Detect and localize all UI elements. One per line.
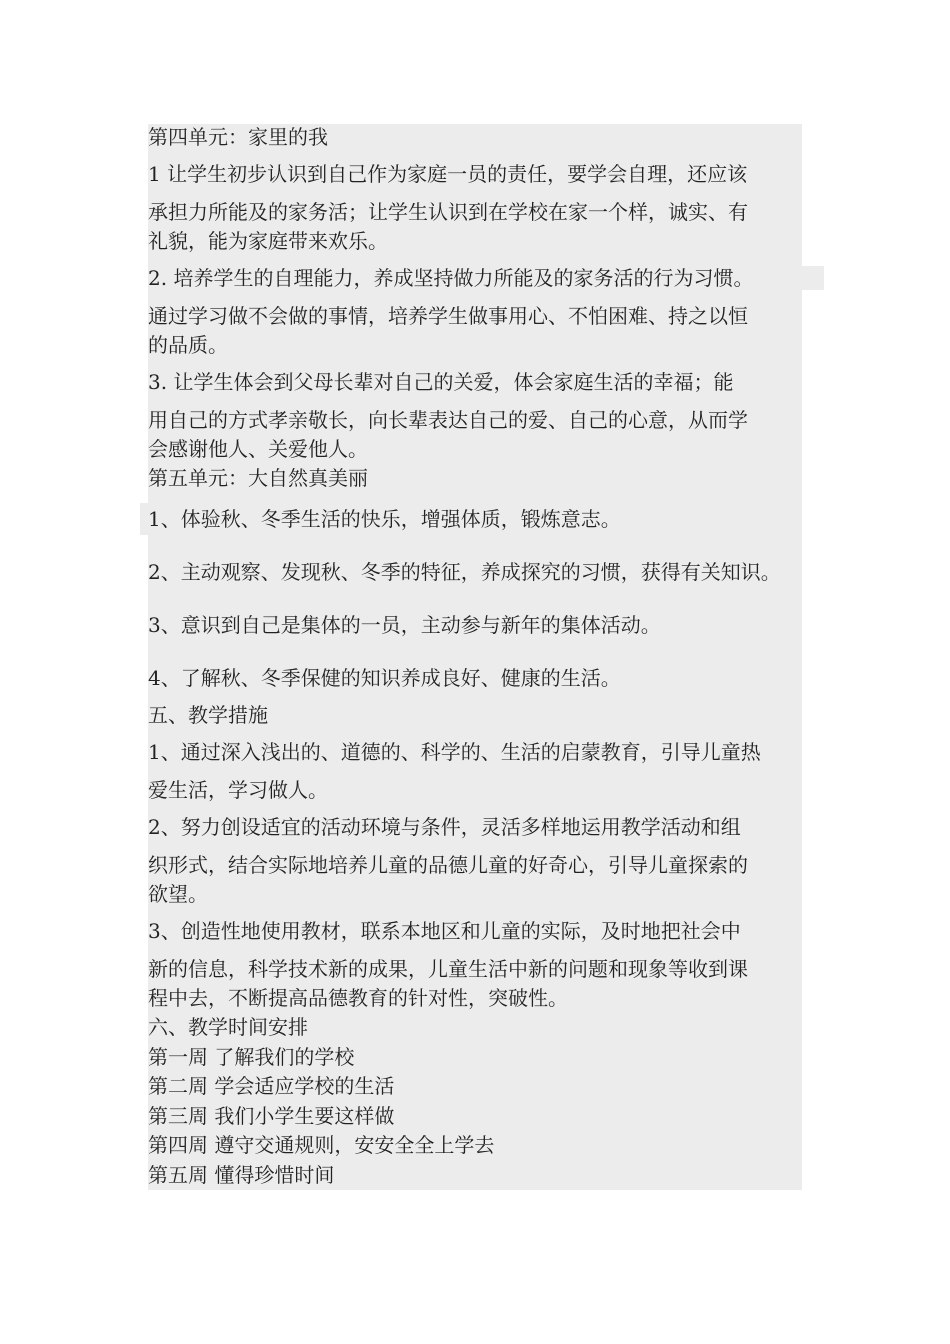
unit4-item-1-line-1: 1 让学生初步认识到自己作为家庭一员的责任，要学会自理，还应该 [148,162,748,186]
unit5-list [148,505,802,693]
week-3: 第三周 我们小学生要这样做 [148,1103,395,1128]
section5-title: 五、教学措施 [148,703,268,727]
unit4-item-1 [148,160,802,256]
section5-item-2-line-1: 2、努力创设适宜的活动环境与条件，灵活多样地运用教学活动和组 [148,815,741,839]
unit5-item-4: 4、了解秋、冬季保健的知识养成良好、健康的生活。 [148,666,621,690]
section5-item-2 [148,813,802,909]
section5-item-3 [148,917,802,1013]
section5-item-1 [148,738,802,805]
unit5-item-1: 1、体验秋、冬季生活的快乐，增强体质，锻炼意志。 [148,507,621,531]
unit4-item-2-line-2: 通过学习做不会做的事情，培养学生做事用心、不怕困难、持之以恒 [148,304,748,328]
unit4-item-3-line-3: 会感谢他人、关爱他人。 [148,437,368,461]
unit4-title: 第四单元：家里的我 [148,125,328,149]
section5-item-3-line-1: 3、创造性地使用教材，联系本地区和儿童的实际，及时地把社会中 [148,919,741,943]
document-page [148,124,802,1190]
section5-item-1-line-1: 1、通过深入浅出的、道德的、科学的、生活的启蒙教育，引导儿童热 [148,740,761,764]
week-4: 第四周 遵守交通规则，安安全全上学去 [148,1133,495,1157]
unit5-item-2: 2、主动观察、发现秋、冬季的特征，养成探究的习惯，获得有关知识。 [148,560,781,584]
unit4-item-3-line-1: 3. 让学生体会到父母长辈对自己的关爱，体会家庭生活的幸福；能 [148,370,734,394]
unit4-item-3-line-2: 用自己的方式孝亲敬长，向长辈表达自己的爱、自己的心意，从而学 [148,408,748,432]
section5-item-2-line-3: 欲望。 [148,882,208,906]
week-2: 第二周 学会适应学校的生活 [148,1074,395,1098]
section5-item-3-line-3: 程中去，不断提高品德教育的针对性，突破性。 [148,986,568,1010]
unit4-item-1-line-3: 礼貌，能为家庭带来欢乐。 [148,229,388,253]
unit4-item-2 [148,264,802,360]
week-5: 第五周 懂得珍惜时间 [148,1162,335,1187]
unit4-item-3 [148,368,802,464]
section5-item-1-line-2: 爱生活，学习做人。 [148,778,328,802]
week-1: 第一周 了解我们的学校 [148,1044,355,1069]
section5-item-3-line-2: 新的信息，科学技术新的成果，儿童生活中新的问题和现象等收到课 [148,957,748,981]
unit5-item-3: 3、意识到自己是集体的一员，主动参与新年的集体活动。 [148,613,661,637]
unit4-item-2-line-3: 的品质。 [148,333,228,357]
section6-title: 六、教学时间安排 [148,1015,308,1039]
unit4-item-1-line-2: 承担力所能及的家务活；让学生认识到在学校在家一个样，诚实、有 [148,200,748,224]
unit4-item-2-line-1: 2. 培养学生的自理能力，养成坚持做力所能及的家务活的行为习惯。 [148,266,754,290]
unit5-title: 第五单元：大自然真美丽 [148,466,368,490]
section5-item-2-line-2: 织形式，结合实际地培养儿童的品德儿童的好奇心，引导儿童探索的 [148,853,748,877]
